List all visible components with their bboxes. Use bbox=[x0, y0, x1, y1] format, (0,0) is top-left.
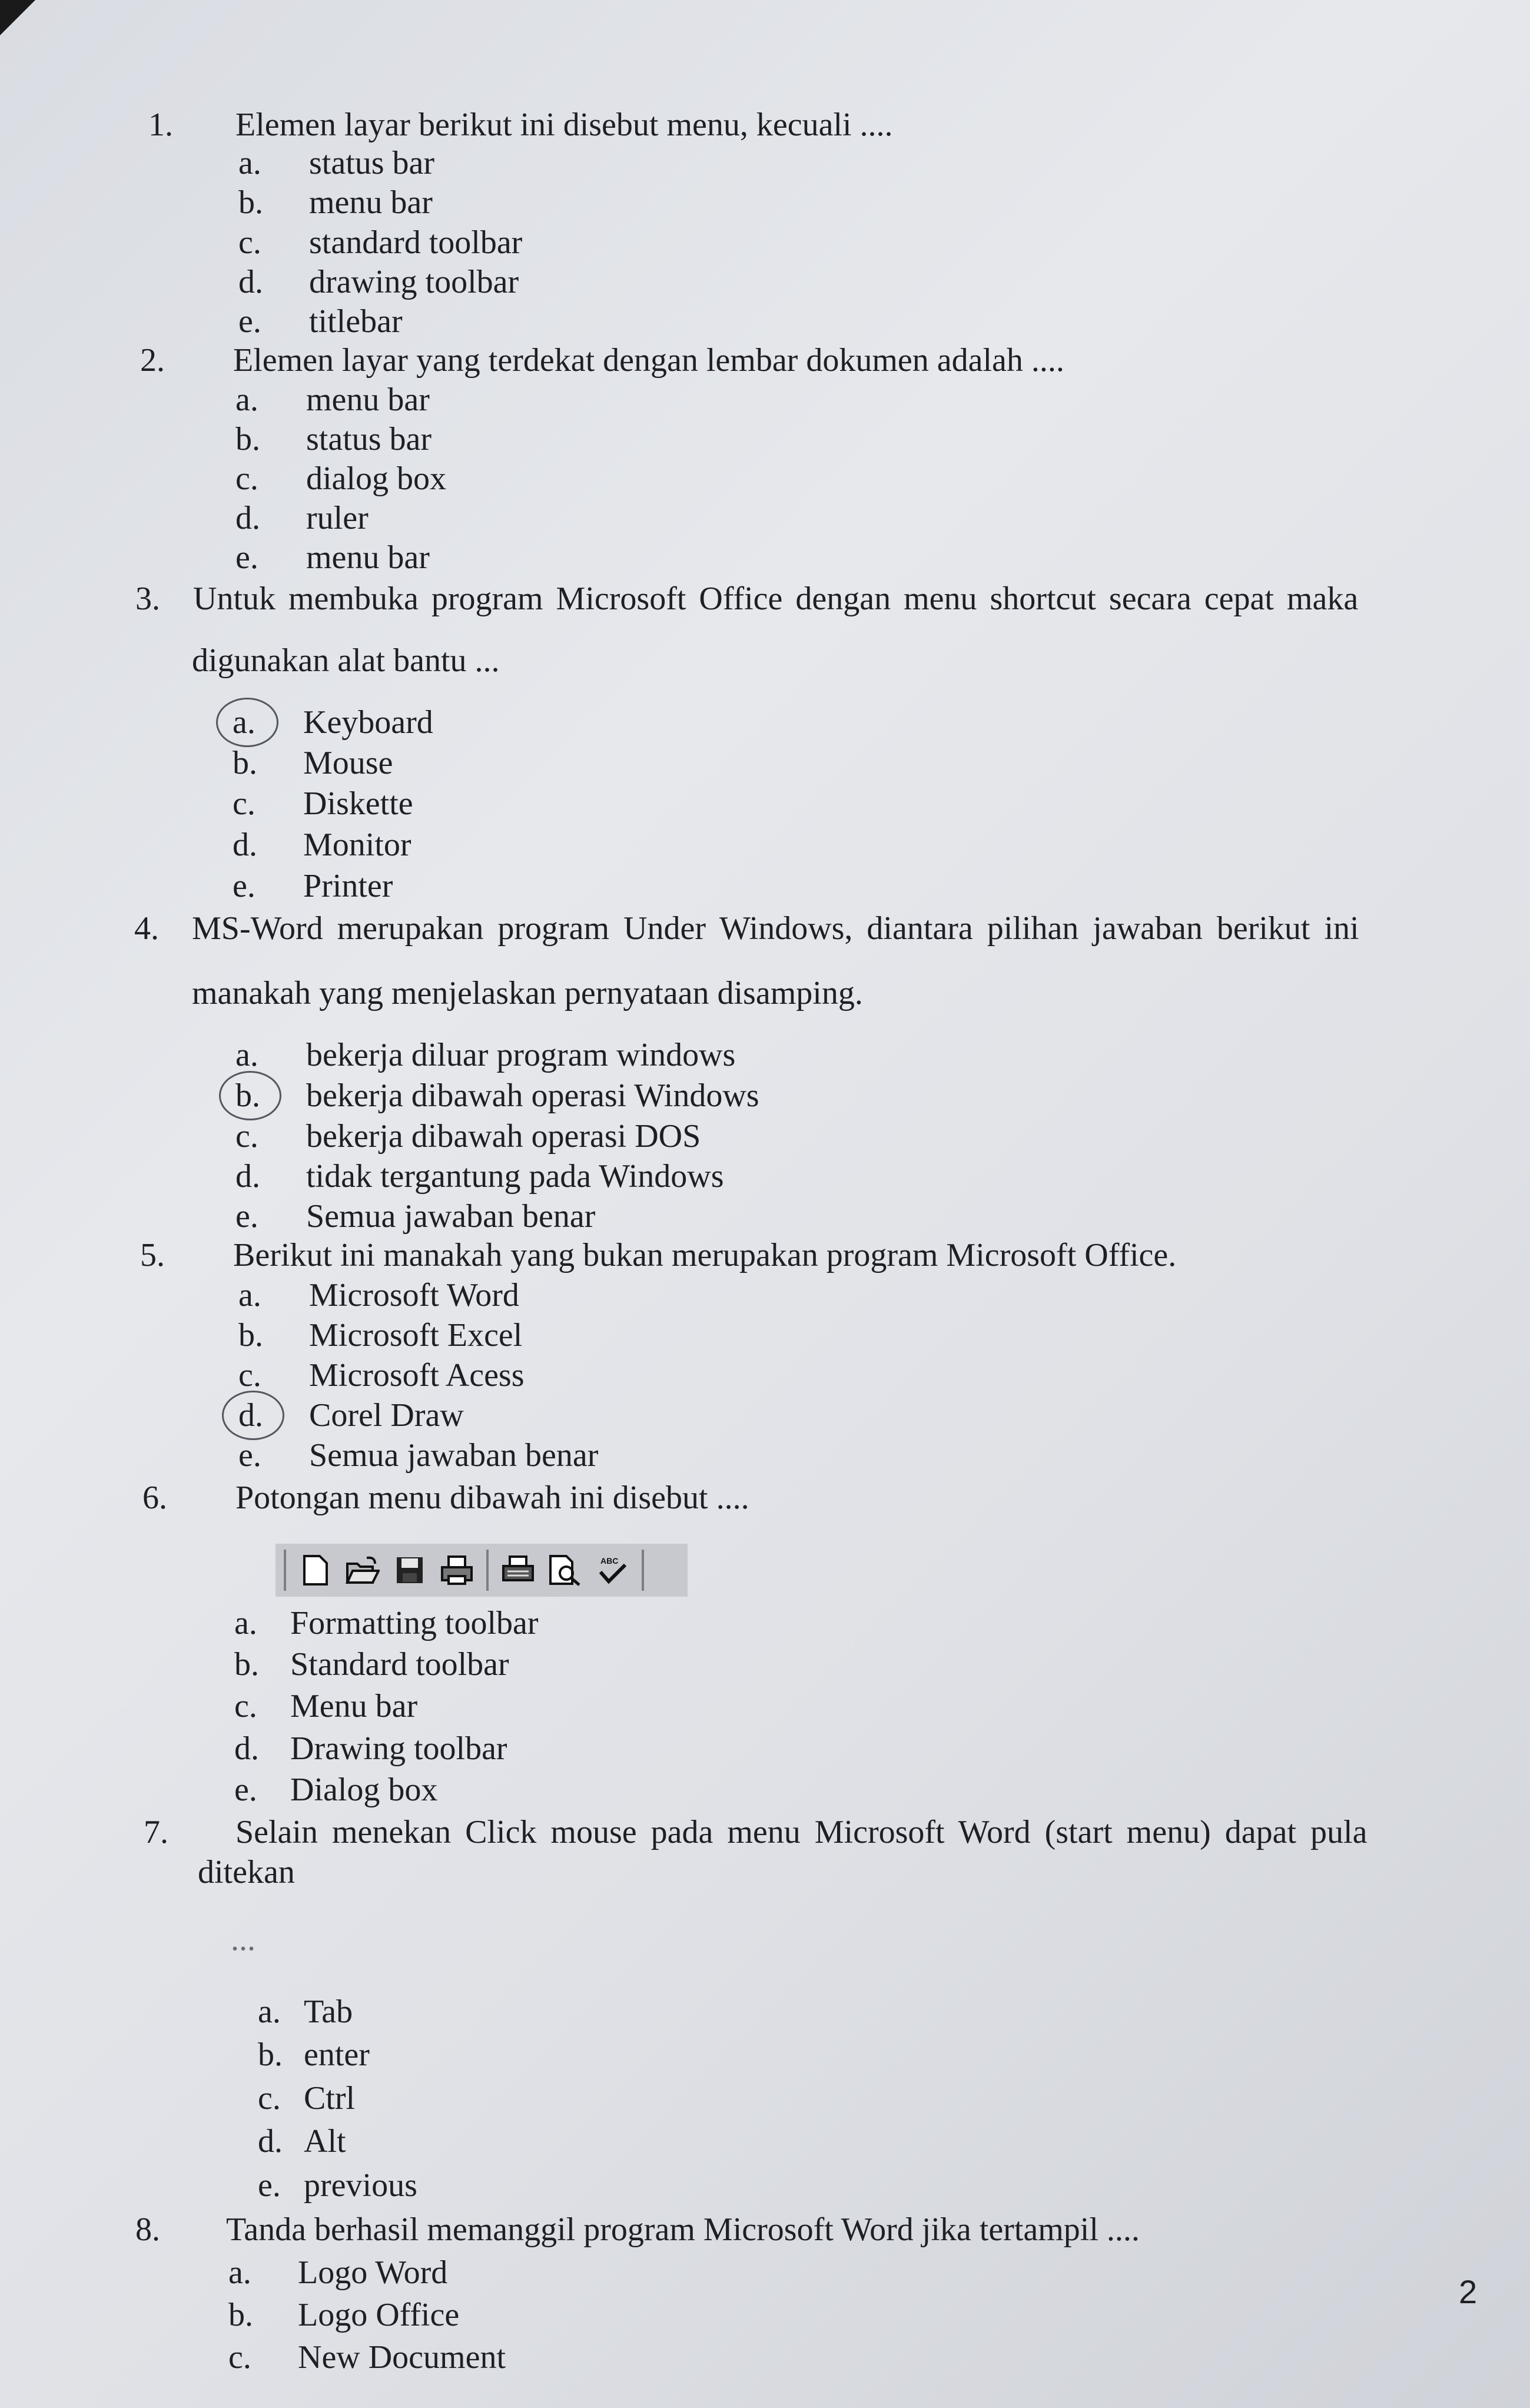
option-1e bbox=[238, 303, 403, 340]
option-4c bbox=[235, 1117, 701, 1155]
question-number: 8. bbox=[135, 2211, 160, 2248]
option-6d bbox=[234, 1730, 507, 1767]
toolbar-separator bbox=[486, 1550, 489, 1591]
option-7a bbox=[258, 1993, 353, 2031]
option-letter: d. bbox=[234, 1730, 259, 1767]
option-letter: e. bbox=[233, 868, 255, 904]
option-letter: e. bbox=[234, 1772, 257, 1808]
svg-text:ABC: ABC bbox=[600, 1556, 619, 1565]
option-letter: b. bbox=[238, 1317, 263, 1354]
option-2c bbox=[235, 460, 446, 497]
option-text: Logo Word bbox=[298, 2254, 448, 2291]
answer-circle-mark: d. bbox=[238, 1397, 263, 1434]
option-text: bekerja diluar program windows bbox=[306, 1037, 736, 1073]
option-letter: d. bbox=[235, 1158, 260, 1195]
option-letter: b. bbox=[258, 2036, 283, 2073]
option-text: menu bar bbox=[306, 382, 430, 418]
option-letter: a. bbox=[238, 145, 261, 181]
option-letter: a. bbox=[235, 382, 258, 418]
option-2d bbox=[235, 499, 369, 537]
option-5b bbox=[238, 1316, 522, 1354]
option-letter: c. bbox=[228, 2339, 251, 2376]
option-letter: c. bbox=[235, 1118, 258, 1155]
print-preview-icon bbox=[547, 1553, 583, 1588]
option-text: drawing toolbar bbox=[309, 264, 519, 300]
option-2e bbox=[235, 539, 430, 576]
option-letter: a. bbox=[235, 1037, 258, 1073]
option-5a bbox=[238, 1276, 519, 1314]
option-5e bbox=[238, 1437, 598, 1474]
question-7-text-line3: ... bbox=[231, 1921, 255, 1958]
option-1a bbox=[238, 144, 434, 182]
option-1d bbox=[238, 263, 519, 301]
answer-circle-mark: b. bbox=[235, 1077, 260, 1114]
toolbar-separator bbox=[284, 1550, 286, 1591]
option-text: Microsoft Excel bbox=[309, 1317, 523, 1354]
option-text: bekerja dibawah operasi Windows bbox=[306, 1077, 759, 1114]
question-7-text-line2: ditekan bbox=[198, 1854, 295, 1890]
question-number: 5. bbox=[140, 1237, 165, 1273]
option-letter: a. bbox=[228, 2254, 251, 2291]
option-6c bbox=[234, 1687, 417, 1725]
question-number: 2. bbox=[140, 342, 165, 379]
option-letter: c. bbox=[235, 460, 258, 497]
option-letter: c. bbox=[233, 785, 255, 822]
option-letter: a. bbox=[258, 1994, 281, 2030]
option-text: dialog box bbox=[306, 460, 446, 497]
option-letter: e. bbox=[238, 303, 261, 340]
option-text: Dialog box bbox=[290, 1772, 438, 1808]
option-3c bbox=[233, 785, 413, 822]
option-7d bbox=[258, 2122, 346, 2160]
option-text: Microsoft Acess bbox=[309, 1357, 525, 1394]
option-letter: c. bbox=[238, 224, 261, 261]
option-text: Tab bbox=[304, 1994, 353, 2030]
option-6e bbox=[234, 1771, 437, 1809]
option-3a bbox=[233, 704, 433, 741]
option-text: Ctrl bbox=[304, 2080, 356, 2117]
option-text: previous bbox=[304, 2167, 417, 2204]
question-number: 3. bbox=[135, 581, 160, 617]
option-text: Menu bar bbox=[290, 1688, 418, 1724]
option-text: Formatting toolbar bbox=[290, 1605, 539, 1641]
new-document-icon bbox=[298, 1553, 333, 1588]
option-letter: d. bbox=[258, 2123, 283, 2160]
option-3d bbox=[233, 826, 411, 864]
option-letter: d. bbox=[235, 500, 260, 536]
option-text: New Document bbox=[298, 2339, 506, 2376]
option-letter: b. bbox=[233, 745, 257, 781]
option-7e bbox=[258, 2167, 417, 2204]
option-letter: c. bbox=[238, 1357, 261, 1394]
question-text-line1: MS-Word merupakan program Under Windows, diantara pilihan jawaban berikut ini bbox=[192, 910, 1359, 947]
print-icon bbox=[439, 1553, 474, 1588]
option-text: ruler bbox=[306, 500, 369, 536]
standard-toolbar-image bbox=[276, 1544, 688, 1597]
option-letter: e. bbox=[238, 1437, 261, 1474]
option-text: Corel Draw bbox=[309, 1397, 464, 1434]
option-4e bbox=[235, 1198, 595, 1235]
option-letter: c. bbox=[234, 1688, 257, 1724]
option-6b bbox=[234, 1646, 509, 1683]
question-text: Tanda berhasil memanggil program Microsoft Word jika tertampil .... bbox=[226, 2211, 1140, 2248]
option-letter: a. bbox=[234, 1605, 257, 1641]
option-text: Mouse bbox=[303, 745, 393, 781]
option-7b bbox=[258, 2036, 370, 2074]
question-text: Berikut ini manakah yang bukan merupakan program Microsoft Office. bbox=[233, 1237, 1177, 1273]
option-letter: b. bbox=[238, 184, 263, 221]
option-2b bbox=[235, 420, 432, 458]
option-text: Keyboard bbox=[303, 704, 433, 741]
option-text: titlebar bbox=[309, 303, 403, 340]
option-5c bbox=[238, 1356, 525, 1394]
option-letter: d. bbox=[233, 827, 257, 863]
answer-circle-mark: a. bbox=[233, 704, 255, 741]
option-1b bbox=[238, 184, 433, 221]
print-icon bbox=[500, 1553, 536, 1588]
option-letter: c. bbox=[258, 2080, 281, 2117]
option-text: status bar bbox=[309, 145, 435, 181]
option-6a bbox=[234, 1604, 539, 1642]
question-3-text-line2: digunakan alat bantu ... bbox=[192, 642, 500, 679]
option-2a bbox=[235, 381, 430, 419]
save-disk-icon bbox=[392, 1553, 427, 1588]
spelling-check-icon bbox=[595, 1553, 630, 1588]
option-4a bbox=[235, 1036, 735, 1074]
option-text: tidak tergantung pada Windows bbox=[306, 1158, 724, 1195]
option-3b bbox=[233, 744, 393, 782]
question-number: 4. bbox=[134, 910, 159, 947]
option-text: Monitor bbox=[303, 827, 411, 863]
option-text: Semua jawaban benar bbox=[306, 1198, 596, 1235]
option-text: Drawing toolbar bbox=[290, 1730, 507, 1767]
option-letter: d. bbox=[238, 264, 263, 300]
option-4d bbox=[235, 1157, 724, 1195]
option-text: bekerja dibawah operasi DOS bbox=[306, 1118, 701, 1155]
option-8a bbox=[228, 2254, 447, 2291]
option-letter: b. bbox=[234, 1646, 259, 1683]
option-letter: e. bbox=[258, 2167, 281, 2204]
option-text: Diskette bbox=[303, 785, 413, 822]
option-text: status bar bbox=[306, 421, 432, 457]
option-8b bbox=[228, 2296, 459, 2334]
question-text: Elemen layar berikut ini disebut menu, kecuali .... bbox=[235, 107, 893, 143]
option-text: Logo Office bbox=[298, 2297, 460, 2333]
option-1c bbox=[238, 224, 522, 261]
question-number: 6. bbox=[142, 1480, 167, 1516]
option-text: enter bbox=[304, 2036, 370, 2073]
option-text: menu bar bbox=[306, 539, 430, 576]
option-letter: b. bbox=[228, 2297, 253, 2333]
toolbar-separator bbox=[642, 1550, 644, 1591]
open-folder-icon bbox=[345, 1553, 380, 1588]
option-3e bbox=[233, 867, 393, 905]
question-number: 1. bbox=[148, 107, 173, 143]
option-letter: a. bbox=[238, 1277, 261, 1314]
option-text: Alt bbox=[304, 2123, 346, 2160]
option-text: Microsoft Word bbox=[309, 1277, 519, 1314]
option-letter: e. bbox=[235, 1198, 258, 1235]
option-text: standard toolbar bbox=[309, 224, 523, 261]
option-letter: e. bbox=[235, 539, 258, 576]
question-text: Potongan menu dibawah ini disebut .... bbox=[235, 1480, 749, 1516]
option-text: Printer bbox=[303, 868, 393, 904]
question-number: 7. bbox=[144, 1814, 168, 1850]
option-text: Semua jawaban benar bbox=[309, 1437, 599, 1474]
option-text: Standard toolbar bbox=[290, 1646, 509, 1683]
option-8c bbox=[228, 2339, 506, 2376]
page-number: 2 bbox=[1459, 2273, 1478, 2310]
option-4b bbox=[235, 1077, 759, 1115]
question-text: Elemen layar yang terdekat dengan lembar dokumen adalah .... bbox=[233, 342, 1064, 379]
option-text: menu bar bbox=[309, 184, 433, 221]
option-7c bbox=[258, 2079, 355, 2117]
question-text-line1: Untuk membuka program Microsoft Office dengan menu shortcut secara cepat maka bbox=[193, 581, 1359, 617]
question-text-line1: Selain menekan Click mouse pada menu Microsoft Word (start menu) dapat pula bbox=[235, 1814, 1368, 1850]
option-letter: b. bbox=[235, 421, 260, 457]
question-4-text-line2: manakah yang menjelaskan pernyataan disamping. bbox=[192, 975, 863, 1011]
option-5d bbox=[238, 1397, 464, 1434]
